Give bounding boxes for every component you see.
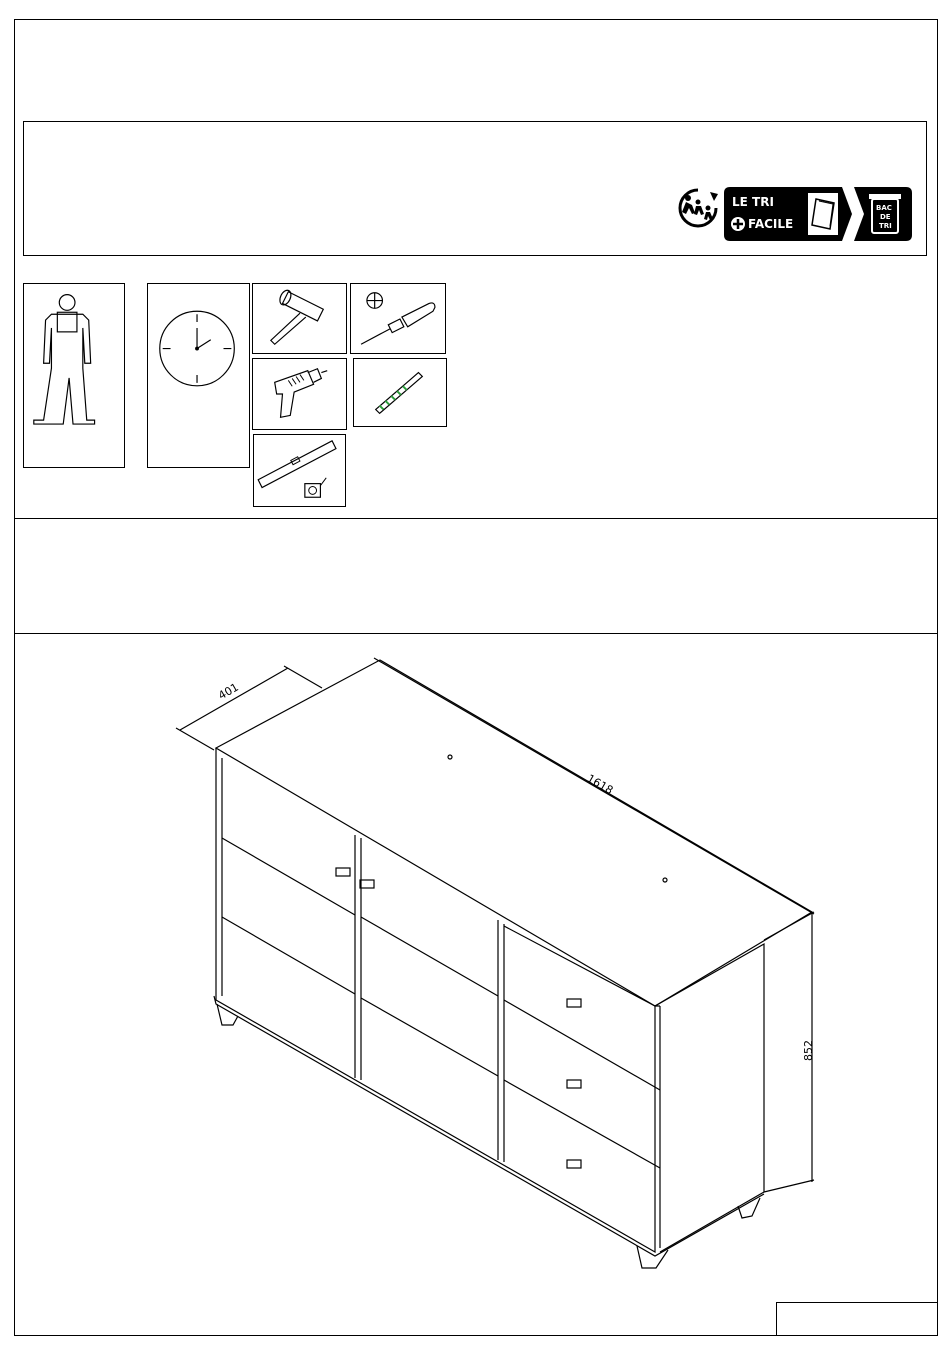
logo-line2: FACILE — [748, 217, 794, 231]
worker-icon — [24, 284, 124, 467]
level-box — [253, 434, 346, 507]
section-divider-1 — [14, 518, 938, 519]
mallet-icon — [253, 284, 346, 353]
worker-box — [23, 283, 125, 468]
drill-box — [252, 358, 347, 430]
screwdriver-icon — [351, 284, 445, 353]
bin-line1: BAC — [876, 204, 892, 212]
depth-dimension: 401 — [216, 680, 241, 703]
clock-icon — [148, 284, 249, 467]
screwdriver-box — [350, 283, 446, 354]
clock-box — [147, 283, 250, 468]
mallet-box — [252, 283, 347, 354]
triman-icon — [674, 186, 722, 230]
height-dimension: 852 — [802, 1040, 815, 1061]
level-and-tape-icon — [254, 435, 345, 506]
bin-line3: TRI — [879, 222, 892, 230]
bin-line2: DE — [880, 213, 891, 221]
drill-bit-icon — [354, 359, 446, 426]
le-tri-facile-badge — [724, 187, 912, 241]
page-number-box — [776, 1302, 938, 1336]
drill-bit-box — [353, 358, 447, 427]
drill-icon — [253, 359, 346, 429]
width-dimension: 1618 — [584, 771, 616, 798]
sideboard-drawing — [14, 634, 938, 1334]
logo-line1: LE TRI — [732, 195, 774, 209]
